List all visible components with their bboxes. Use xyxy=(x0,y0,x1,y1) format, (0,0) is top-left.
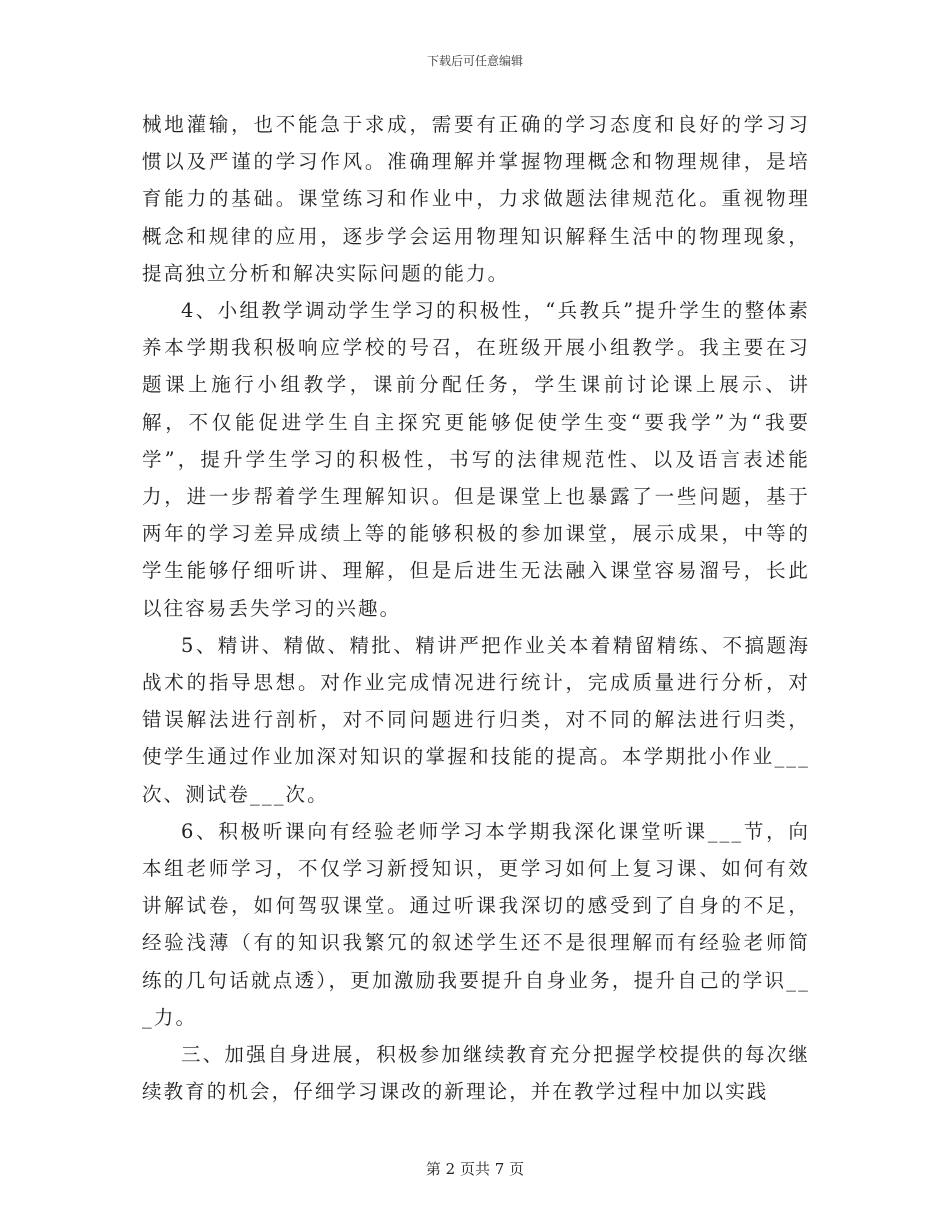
paragraph-item-6: 6、积极听课向有经验老师学习本学期我深化课堂听课___节，向本组老师学习，不仅学习新授知识，更学习如何上复习课、如何有效讲解试卷，如何驾驭课堂。通过听课我深切的感受到了自身的不足，经验浅薄（有的知识我繁冗的叙述学生还不是很理解而有经验老师简练的几句话就点透），更加激励我要提升自身业务，提升自己的学识___力。 xyxy=(142,819,810,1029)
document-body xyxy=(142,106,810,1110)
paragraph-item-5: 5、精讲、精做、精批、精讲严把作业关本着精留精练、不搞题海战术的指导思想。对作业完成情况进行统计，完成质量进行分析，对错误解法进行剖析，对不同问题进行归类，对不同的解法进行归类，使学生通过作业加深对知识的掌握和技能的提高。本学期批小作业___次、测试卷___次。 xyxy=(142,633,810,806)
page-header-note: 下载后可任意编辑 xyxy=(426,54,523,68)
paragraph-item-4: 4、小组教学调动学生学习的积极性，“兵教兵”提升学生的整体素养本学期我积极响应学校的号召，在班级开展小组教学。我主要在习题课上施行小组教学，课前分配任务，学生课前讨论课上展示、讲解，不仅能促进学生自主探究更能够促使学生变“要我学”为“我要学”，提升学生学习的积极性，书写的法律规范性、以及语言表述能力，进一步帮着学生理解知识。但是课堂上也暴露了一些问题，基于两年的学习差异成绩上等的能够积极的参加课堂，展示成果，中等的学生能够仔细听讲、理解，但是后进生无法融入课堂容易溜号，长此以往容易丢失学习的兴趣。 xyxy=(142,299,810,620)
page-number-footer: 第 2 页共 7 页 xyxy=(425,1160,525,1178)
paragraph-continuation: 械地灌输，也不能急于求成，需要有正确的学习态度和良好的学习习惯以及严谨的学习作风。准确理解并掌握物理概念和物理规律，是培育能力的基础。课堂练习和作业中，力求做题法律规范化。重视物理概念和规律的应用，逐步学会运用物理知识解释生活中的物理现象，提高独立分析和解决实际问题的能力。 xyxy=(142,113,810,285)
paragraph-section-3: 三、加强自身进展，积极参加继续教育充分把握学校提供的每次继续教育的机会，仔细学习课改的新理论，并在教学过程中加以实践 xyxy=(142,1043,810,1104)
